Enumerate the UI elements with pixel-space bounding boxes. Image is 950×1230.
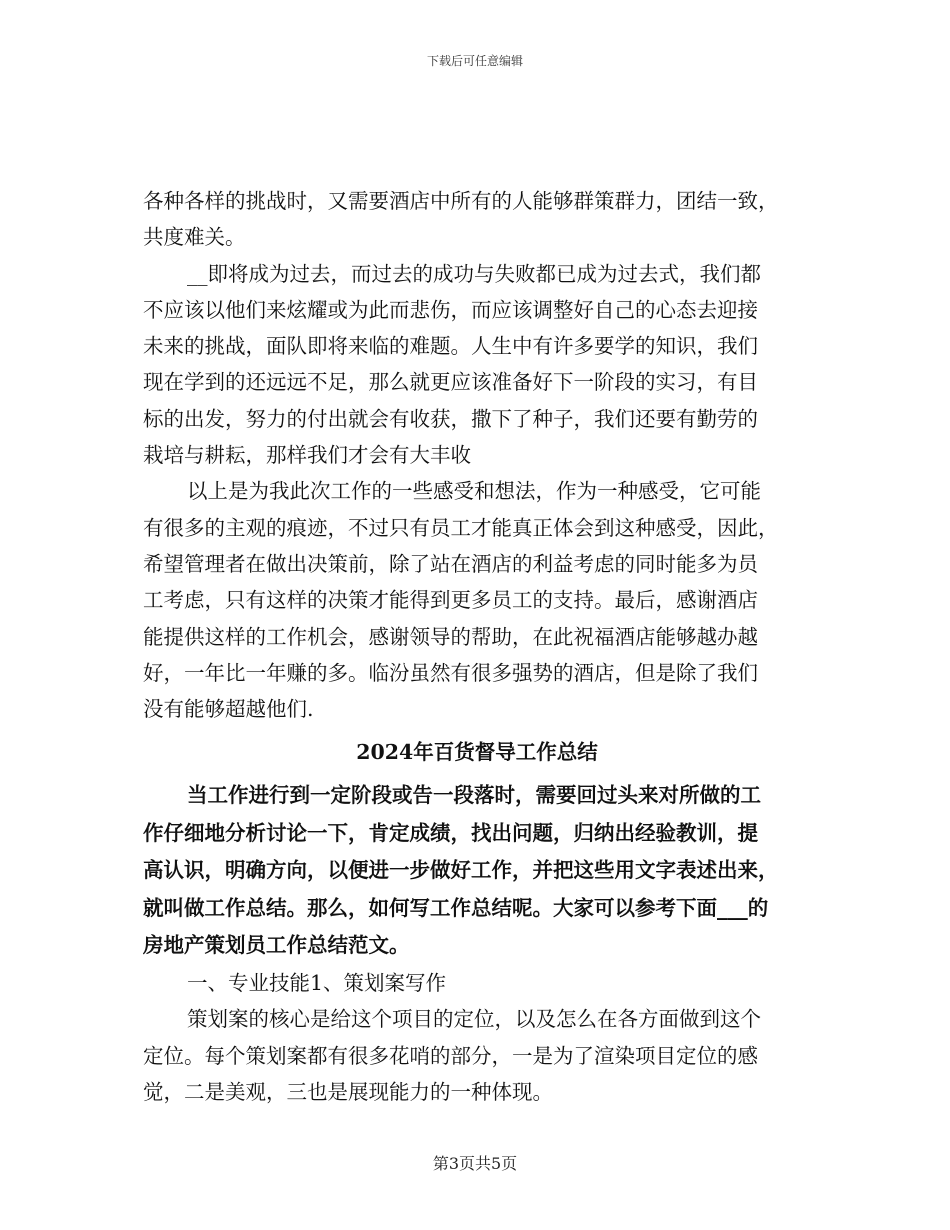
text-line: 各种各样的挑战时，又需要酒店中所有的人能够群策群力，团结一致， [143, 189, 779, 213]
text-line: 未来的挑战，面队即将来临的难题。人生中有许多要学的知识，我们 [143, 334, 758, 359]
text-line: 没有能够超越他们. [143, 697, 314, 722]
text-line: 希望管理者在做出决策前，除了站在酒店的利益考虑的同时能多为员 [143, 551, 758, 576]
text-line: 就叫做工作总结。那么，如何写工作总结呢。大家可以参考下面___的 [143, 895, 769, 920]
text-line: 不应该以他们来炫耀或为此而悲伤，而应该调整好自己的心态去迎接 [143, 297, 758, 322]
page-header: 下载后可任意编辑 [426, 54, 523, 68]
text-line: 策划案的核心是给这个项目的定位，以及怎么在各方面做到这个 [187, 1007, 761, 1032]
text-line: 有很多的主观的痕迹，不过只有员工才能真正体会到这种感受，因此， [143, 515, 779, 540]
paragraph [143, 183, 811, 256]
intro-paragraph [143, 777, 811, 965]
text-line: 觉，二是美观，三也是展现能力的一种体现。 [143, 1079, 553, 1104]
text-line: 工考虑，只有这样的决策才能得到更多员工的支持。最后，感谢酒店 [143, 588, 758, 613]
page-footer: 第3页共5页 [432, 1154, 518, 1173]
text-line: 能提供这样的工作机会，感谢领导的帮助，在此祝福酒店能够越办越 [143, 624, 758, 649]
paragraph [143, 256, 811, 474]
text-line: 好，一年比一年赚的多。临汾虽然有很多强势的酒店，但是除了我们 [143, 660, 758, 685]
text-line: 现在学到的还远远不足，那么就更应该准备好下一阶段的实习，有目 [143, 370, 758, 395]
paragraph [143, 473, 811, 727]
document-title: 2024年百货督导工作总结 [356, 740, 598, 765]
text-line: 作仔细地分析讨论一下，肯定成绩，找出问题，归纳出经验教训，提 [143, 820, 758, 845]
section-heading: 一、专业技能1、策划案写作 [187, 970, 447, 995]
text-line: 共度难关。 [143, 225, 246, 250]
text-line: __即将成为过去，而过去的成功与失败都已成为过去式，我们都 [187, 261, 761, 286]
text-line: 房地产策划员工作总结范文。 [143, 933, 410, 958]
text-line: 高认识，明确方向，以便进一步做好工作，并把这些用文字表述出来， [143, 858, 779, 883]
section-paragraph [143, 1001, 811, 1110]
text-line: 栽培与耕耘，那样我们才会有大丰收 [143, 443, 471, 468]
text-line: 标的出发，努力的付出就会有收获，撒下了种子，我们还要有勤劳的 [143, 406, 758, 431]
page-content [143, 183, 811, 1110]
text-line: 以上是为我此次工作的一些感受和想法，作为一种感受，它可能 [187, 479, 761, 504]
text-line: 定位。每个策划案都有很多花哨的部分，一是为了渲染项目定位的感 [143, 1043, 758, 1068]
text-line: 当工作进行到一定阶段或告一段落时，需要回过头来对所做的工 [187, 783, 761, 808]
